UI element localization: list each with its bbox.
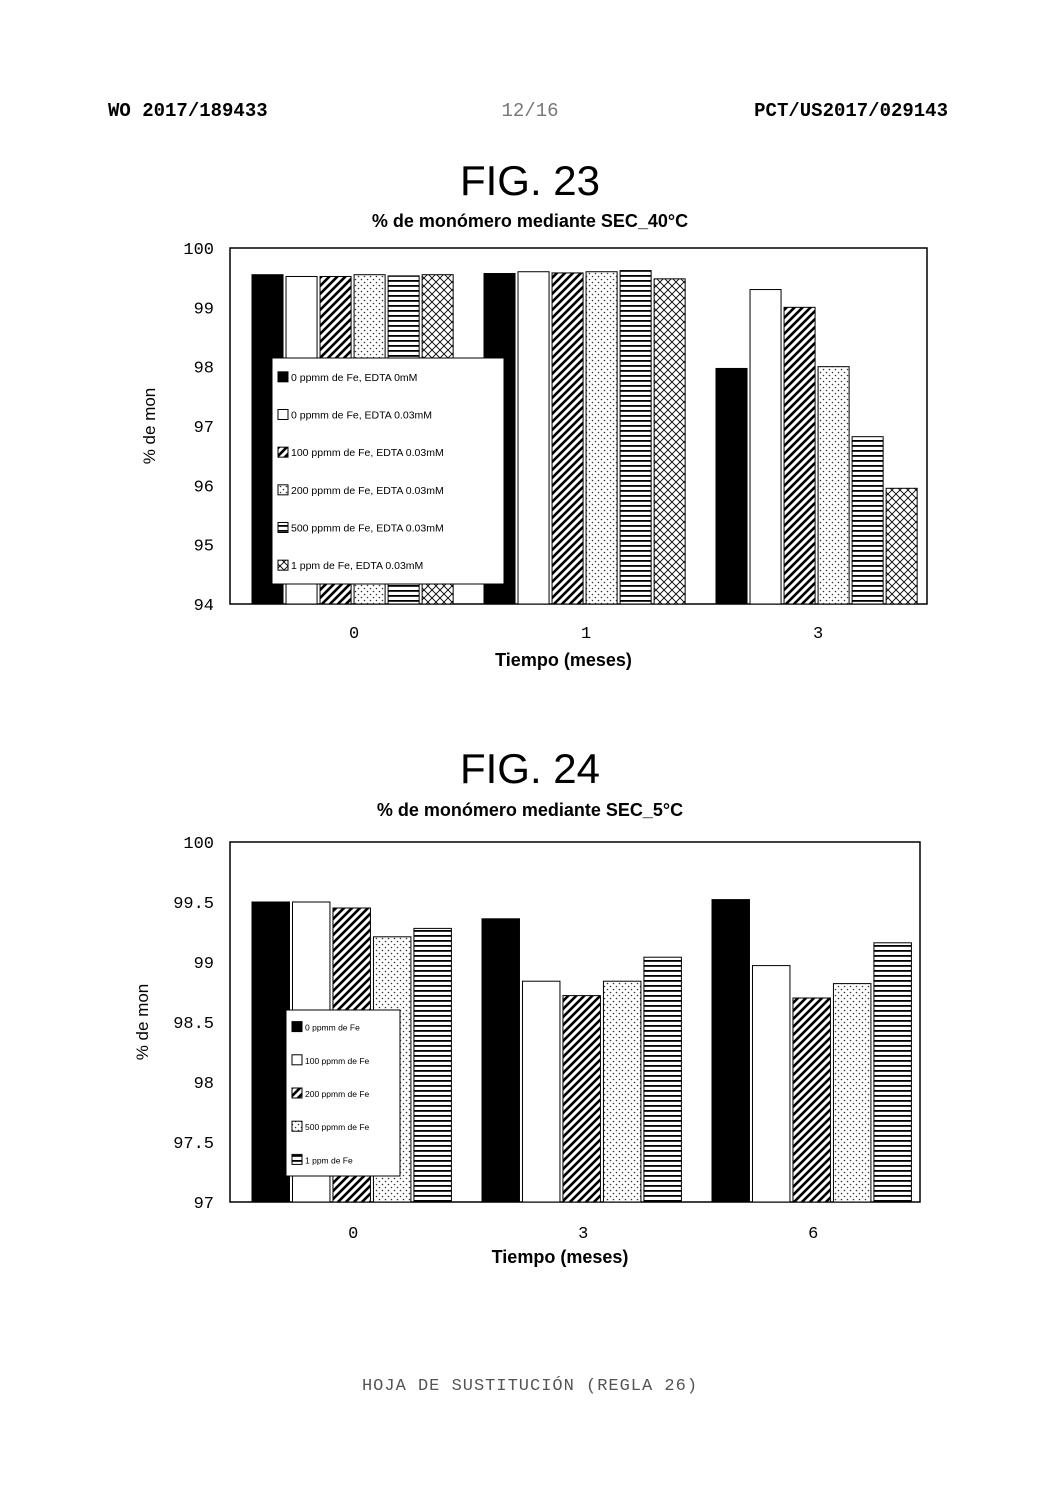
figure-23-label: FIG. 23 bbox=[459, 157, 601, 204]
patent-number: WO 2017/189433 bbox=[108, 100, 268, 122]
bar bbox=[620, 271, 651, 604]
legend-swatch bbox=[292, 1154, 302, 1164]
legend-entry: 500 ppmm de Fe bbox=[305, 1122, 370, 1133]
legend-entry: 100 ppmm de Fe, EDTA 0.03mM bbox=[291, 447, 444, 460]
x-axis-label: Tiempo (meses) bbox=[491, 1247, 629, 1267]
legend-swatch bbox=[292, 1121, 302, 1131]
footer-note: HOJA DE SUSTITUCIÓN (REGLA 26) bbox=[361, 1377, 699, 1396]
bar bbox=[750, 290, 781, 604]
legend-swatch bbox=[278, 447, 288, 457]
legend-swatch bbox=[292, 1088, 302, 1098]
legend bbox=[272, 358, 504, 584]
bar bbox=[793, 998, 830, 1202]
figure-23-title: % de monómero mediante SEC_40°C bbox=[371, 211, 689, 231]
y-axis-label: % de mon bbox=[133, 983, 152, 1061]
y-tick-label: 99.5 bbox=[173, 895, 214, 914]
bar bbox=[603, 981, 640, 1202]
bar bbox=[552, 273, 583, 604]
legend-swatch bbox=[278, 410, 288, 420]
y-tick-label: 99 bbox=[193, 300, 214, 320]
x-tick-label: 3 bbox=[812, 625, 824, 644]
y-tick-label: 97 bbox=[193, 1195, 214, 1214]
legend-entry: 0 ppmm de Fe bbox=[305, 1022, 360, 1033]
x-tick-label: 3 bbox=[578, 1225, 589, 1244]
y-tick-label: 99 bbox=[193, 955, 214, 974]
y-tick-label: 97 bbox=[193, 419, 214, 438]
legend-entry: 100 ppmm de Fe bbox=[305, 1055, 370, 1066]
legend-entry: 200 ppmm de Fe, EDTA 0.03mM bbox=[291, 484, 444, 497]
bar bbox=[712, 900, 749, 1202]
bar bbox=[784, 307, 815, 604]
legend-entry: 1 ppm de Fe bbox=[305, 1155, 353, 1166]
legend-entry: 200 ppmm de Fe bbox=[305, 1089, 370, 1099]
figure-23-chart bbox=[0, 230, 1060, 710]
bar bbox=[833, 984, 870, 1202]
y-tick-label: 96 bbox=[193, 478, 214, 498]
legend-entry: 1 ppm de Fe, EDTA 0.03mM bbox=[291, 560, 424, 573]
bar bbox=[414, 928, 451, 1202]
legend-entry: 500 ppmm de Fe, EDTA 0.03mM bbox=[291, 522, 444, 535]
figure-24-chart bbox=[0, 820, 1060, 1300]
bar bbox=[716, 368, 747, 604]
bar bbox=[518, 272, 549, 604]
bar bbox=[522, 981, 559, 1202]
x-tick-label: 0 bbox=[348, 1225, 359, 1244]
bar bbox=[874, 943, 911, 1202]
bar bbox=[654, 279, 685, 604]
y-tick-label: 98 bbox=[193, 1075, 214, 1094]
y-tick-label: 100 bbox=[183, 241, 214, 260]
bar bbox=[252, 902, 289, 1202]
bar bbox=[818, 367, 849, 604]
y-axis-label: % de mon bbox=[140, 387, 159, 465]
page-number: 12/16 bbox=[501, 100, 559, 122]
legend-swatch bbox=[292, 1022, 302, 1032]
bar bbox=[752, 966, 789, 1202]
y-tick-label: 98 bbox=[193, 359, 214, 379]
bar bbox=[886, 488, 917, 604]
legend-swatch bbox=[278, 372, 288, 382]
y-tick-label: 94 bbox=[193, 597, 214, 616]
legend-swatch bbox=[292, 1055, 302, 1065]
x-tick-label: 6 bbox=[808, 1225, 819, 1244]
legend-entry: 0 ppmm de Fe, EDTA 0mM bbox=[291, 371, 418, 384]
y-tick-label: 100 bbox=[183, 835, 214, 854]
bar bbox=[563, 996, 600, 1202]
legend-swatch bbox=[278, 485, 288, 495]
bar bbox=[586, 272, 617, 604]
legend-swatch bbox=[278, 560, 288, 570]
legend-entry: 0 ppmm de Fe, EDTA 0.03mM bbox=[291, 409, 433, 422]
figure-24-title: % de monómero mediante SEC_5°C bbox=[376, 800, 684, 820]
y-tick-label: 98.5 bbox=[173, 1015, 214, 1034]
bar bbox=[644, 957, 681, 1202]
x-tick-label: 1 bbox=[580, 625, 592, 644]
legend-swatch bbox=[278, 523, 288, 533]
x-axis-label: Tiempo (meses) bbox=[495, 650, 632, 670]
y-tick-label: 97.5 bbox=[173, 1135, 214, 1154]
x-tick-label: 0 bbox=[348, 625, 360, 644]
figure-24-label: FIG. 24 bbox=[459, 745, 601, 792]
y-tick-label: 95 bbox=[193, 537, 214, 557]
bar bbox=[852, 437, 883, 604]
bar bbox=[482, 919, 519, 1202]
application-number: PCT/US2017/029143 bbox=[754, 100, 948, 122]
